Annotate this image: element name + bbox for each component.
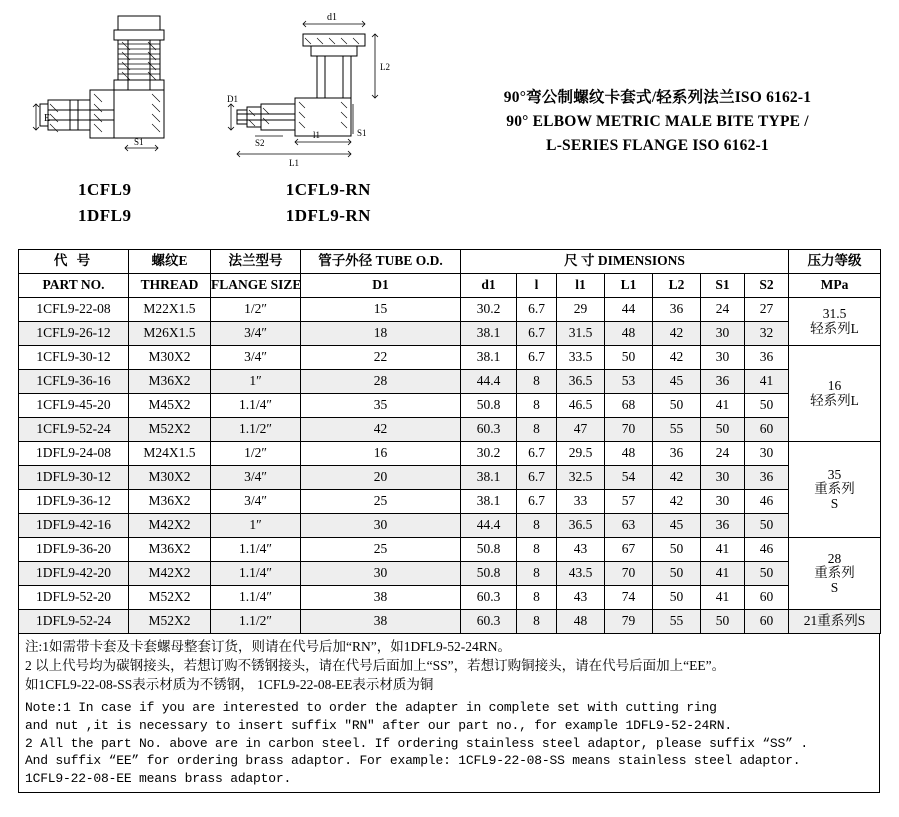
table-row	[19, 298, 881, 322]
thread-cell: M30X2	[129, 466, 211, 490]
S2-cell: 60	[745, 610, 789, 634]
tube-od-cell: 18	[301, 322, 461, 346]
S2-cell: 30	[745, 442, 789, 466]
part-no-cell: 1CFL9-52-24	[19, 418, 129, 442]
l-cell: 8	[517, 418, 557, 442]
l1-cell: 48	[557, 610, 605, 634]
l1-cell: 33.5	[557, 346, 605, 370]
d1-cell: 60.3	[461, 610, 517, 634]
th-l1: l1	[557, 274, 605, 298]
tube-od-cell: 28	[301, 370, 461, 394]
S1-cell: 30	[701, 490, 745, 514]
l-cell: 6.7	[517, 322, 557, 346]
flange-size-cell: 3/4″	[211, 466, 301, 490]
l1-cell: 47	[557, 418, 605, 442]
th-d1: d1	[461, 274, 517, 298]
L2-cell: 45	[653, 370, 701, 394]
thread-cell: M36X2	[129, 370, 211, 394]
d1-cell: 30.2	[461, 298, 517, 322]
thread-cell: M42X2	[129, 562, 211, 586]
part-no-cell: 1CFL9-22-08	[19, 298, 129, 322]
l-cell: 8	[517, 586, 557, 610]
note-en-line: 2 All the part No. above are in carbon steel. If ordering stainless steel adaptor, please suffix “SS” .	[25, 735, 808, 751]
S1-cell: 41	[701, 562, 745, 586]
th-pressure-cn: 压力等级	[789, 250, 881, 274]
L2-cell: 50	[653, 586, 701, 610]
L1-cell: 54	[605, 466, 653, 490]
title-line-en-2: L-SERIES FLANGE ISO 6162-1	[546, 137, 769, 155]
flange-size-cell: 1.1/2″	[211, 418, 301, 442]
L1-cell: 48	[605, 442, 653, 466]
flange-size-cell: 1.1/2″	[211, 610, 301, 634]
l1-cell: 43.5	[557, 562, 605, 586]
tube-od-cell: 38	[301, 586, 461, 610]
l-cell: 8	[517, 562, 557, 586]
L1-cell: 79	[605, 610, 653, 634]
table-row	[19, 322, 881, 346]
d1-cell: 44.4	[461, 370, 517, 394]
L2-cell: 55	[653, 610, 701, 634]
model-code-row	[30, 180, 430, 200]
table-body	[19, 298, 881, 634]
th-flange-size: FLANGE SIZE	[211, 274, 301, 298]
pressure-rating-cell: 16 轻系列L	[789, 346, 881, 442]
S2-cell: 46	[745, 538, 789, 562]
L2-cell: 50	[653, 562, 701, 586]
svg-text:S1: S1	[134, 137, 144, 147]
d1-cell: 38.1	[461, 490, 517, 514]
l1-cell: 43	[557, 586, 605, 610]
L1-cell: 68	[605, 394, 653, 418]
S2-cell: 50	[745, 562, 789, 586]
l1-cell: 32.5	[557, 466, 605, 490]
S2-cell: 32	[745, 322, 789, 346]
part-no-cell: 1DFL9-36-12	[19, 490, 129, 514]
S1-cell: 30	[701, 322, 745, 346]
L2-cell: 42	[653, 490, 701, 514]
S1-cell: 41	[701, 394, 745, 418]
flange-size-cell: 1/2″	[211, 298, 301, 322]
th-dimensions: 尺 寸 DIMENSIONS	[461, 250, 789, 274]
L1-cell: 63	[605, 514, 653, 538]
tube-od-cell: 15	[301, 298, 461, 322]
S1-cell: 36	[701, 514, 745, 538]
table-row	[19, 346, 881, 370]
thread-cell: M26X1.5	[129, 322, 211, 346]
table-row	[19, 610, 881, 634]
S2-cell: 60	[745, 586, 789, 610]
thread-cell: M52X2	[129, 586, 211, 610]
L1-cell: 44	[605, 298, 653, 322]
l1-cell: 33	[557, 490, 605, 514]
S2-cell: 50	[745, 514, 789, 538]
thread-cell: M45X2	[129, 394, 211, 418]
tube-od-cell: 30	[301, 562, 461, 586]
flange-size-cell: 3/4″	[211, 346, 301, 370]
flange-size-cell: 3/4″	[211, 490, 301, 514]
thread-cell: M30X2	[129, 346, 211, 370]
tube-od-cell: 35	[301, 394, 461, 418]
spec-table	[18, 249, 881, 634]
note-en-line: And suffix “EE” for ordering brass adaptor. For example: 1CFL9-22-08-SS means stainless steel adaptor.	[25, 753, 801, 769]
th-d: D1	[301, 274, 461, 298]
L1-cell: 53	[605, 370, 653, 394]
S1-cell: 24	[701, 442, 745, 466]
l-cell: 6.7	[517, 442, 557, 466]
d1-cell: 38.1	[461, 466, 517, 490]
svg-text:d1: d1	[327, 12, 337, 23]
L2-cell: 50	[653, 394, 701, 418]
tube-od-cell: 16	[301, 442, 461, 466]
table-header-row-2	[19, 274, 881, 298]
svg-text:E: E	[44, 113, 51, 124]
l-cell: 8	[517, 514, 557, 538]
table-row	[19, 490, 881, 514]
tube-od-cell: 25	[301, 490, 461, 514]
th-S2: S2	[745, 274, 789, 298]
d1-cell: 38.1	[461, 346, 517, 370]
model-code-1cfl9: 1CFL9	[78, 180, 132, 199]
L1-cell: 48	[605, 322, 653, 346]
l1-cell: 36.5	[557, 370, 605, 394]
part-no-cell: 1CFL9-36-16	[19, 370, 129, 394]
l1-cell: 29.5	[557, 442, 605, 466]
l-cell: 8	[517, 610, 557, 634]
note-cn-line: 注:1如需带卡套及卡套螺母整套订货，则请在代号后加“RN”，如1DFL9-52-24RN。	[25, 639, 511, 654]
spec-table-container	[18, 249, 880, 634]
th-S1: S1	[701, 274, 745, 298]
L1-cell: 67	[605, 538, 653, 562]
pressure-rating-cell: 35 重系列 S	[789, 442, 881, 538]
L1-cell: 57	[605, 490, 653, 514]
table-row	[19, 370, 881, 394]
d1-cell: 50.8	[461, 562, 517, 586]
th-L2: L2	[653, 274, 701, 298]
table-row	[19, 418, 881, 442]
l1-cell: 31.5	[557, 322, 605, 346]
table-row	[19, 562, 881, 586]
flange-size-cell: 1/2″	[211, 442, 301, 466]
part-no-cell: 1DFL9-52-24	[19, 610, 129, 634]
flange-size-cell: 1″	[211, 370, 301, 394]
tube-od-cell: 22	[301, 346, 461, 370]
l-cell: 6.7	[517, 298, 557, 322]
th-l: l	[517, 274, 557, 298]
notes-chinese	[25, 637, 873, 694]
note-en-line: and nut ,it is necessary to insert suffix ″RN″ after our part no., for example 1DFL9-52-24RN.	[25, 718, 732, 734]
part-no-cell: 1DFL9-42-20	[19, 562, 129, 586]
th-mpa: MPa	[789, 274, 881, 298]
flange-size-cell: 1.1/4″	[211, 586, 301, 610]
L2-cell: 36	[653, 442, 701, 466]
pressure-rating-cell: 31.5 轻系列L	[789, 298, 881, 346]
th-thread-cn: 螺纹E	[129, 250, 211, 274]
part-no-cell: 1DFL9-24-08	[19, 442, 129, 466]
d1-cell: 50.8	[461, 394, 517, 418]
svg-text:S2: S2	[255, 138, 265, 148]
L2-cell: 42	[653, 346, 701, 370]
flange-size-cell: 1″	[211, 514, 301, 538]
l1-cell: 46.5	[557, 394, 605, 418]
figure-elbow-1cfl9	[30, 8, 230, 168]
part-no-cell: 1DFL9-52-20	[19, 586, 129, 610]
model-code-1dfl9: 1DFL9	[78, 206, 132, 225]
flange-size-cell: 1.1/4″	[211, 394, 301, 418]
part-no-cell: 1CFL9-30-12	[19, 346, 129, 370]
model-code-1cfl9-rn: 1CFL9-RN	[285, 180, 371, 199]
L2-cell: 42	[653, 466, 701, 490]
table-row	[19, 394, 881, 418]
th-thread: THREAD	[129, 274, 211, 298]
S2-cell: 36	[745, 346, 789, 370]
table-row	[19, 442, 881, 466]
top-illustration-area	[0, 0, 899, 245]
d1-cell: 60.3	[461, 418, 517, 442]
svg-text:S1: S1	[357, 128, 367, 138]
table-row	[19, 466, 881, 490]
l-cell: 8	[517, 394, 557, 418]
pressure-rating-cell: 28 重系列 S	[789, 538, 881, 610]
l1-cell: 36.5	[557, 514, 605, 538]
tube-od-cell: 20	[301, 466, 461, 490]
S1-cell: 50	[701, 418, 745, 442]
L2-cell: 55	[653, 418, 701, 442]
tube-od-cell: 30	[301, 514, 461, 538]
note-cn-line: 如1CFL9-22-08-SS表示材质为不锈钢， 1CFL9-22-08-EE表示材质为铜	[25, 677, 434, 693]
l-cell: 6.7	[517, 490, 557, 514]
table-row	[19, 538, 881, 562]
d1-cell: 50.8	[461, 538, 517, 562]
S1-cell: 50	[701, 610, 745, 634]
th-tube-od-cn: 管子外径 TUBE O.D.	[301, 250, 461, 274]
tube-od-cell: 25	[301, 538, 461, 562]
S1-cell: 24	[701, 298, 745, 322]
product-title	[430, 86, 885, 158]
title-line-en-1: 90° ELBOW METRIC MALE BITE TYPE /	[506, 113, 809, 131]
L2-cell: 45	[653, 514, 701, 538]
svg-text:D1: D1	[227, 94, 238, 104]
thread-cell: M52X2	[129, 418, 211, 442]
thread-cell: M36X2	[129, 490, 211, 514]
S1-cell: 41	[701, 538, 745, 562]
part-no-cell: 1DFL9-30-12	[19, 466, 129, 490]
S1-cell: 30	[701, 346, 745, 370]
figure-elbow-1cfl9-rn	[225, 8, 415, 168]
L1-cell: 74	[605, 586, 653, 610]
flange-size-cell: 1.1/4″	[211, 562, 301, 586]
thread-cell: M22X1.5	[129, 298, 211, 322]
pressure-rating-cell: 21重系列S	[789, 610, 881, 634]
L2-cell: 50	[653, 538, 701, 562]
th-part-cn: 代 号	[19, 250, 129, 274]
S2-cell: 27	[745, 298, 789, 322]
note-en-line: 1CFL9-22-08-EE means brass adaptor.	[25, 770, 292, 786]
thread-cell: M52X2	[129, 610, 211, 634]
l-cell: 8	[517, 370, 557, 394]
svg-text:L1: L1	[289, 158, 299, 168]
tube-od-cell: 38	[301, 610, 461, 634]
L1-cell: 70	[605, 418, 653, 442]
part-no-cell: 1DFL9-36-20	[19, 538, 129, 562]
part-no-cell: 1CFL9-45-20	[19, 394, 129, 418]
S2-cell: 50	[745, 394, 789, 418]
flange-size-cell: 3/4″	[211, 322, 301, 346]
S1-cell: 30	[701, 466, 745, 490]
l1-cell: 43	[557, 538, 605, 562]
S2-cell: 41	[745, 370, 789, 394]
d1-cell: 60.3	[461, 586, 517, 610]
S2-cell: 46	[745, 490, 789, 514]
d1-cell: 30.2	[461, 442, 517, 466]
L2-cell: 42	[653, 322, 701, 346]
th-L1: L1	[605, 274, 653, 298]
model-code-row	[30, 206, 430, 226]
l-cell: 6.7	[517, 466, 557, 490]
L2-cell: 36	[653, 298, 701, 322]
th-flange-cn: 法兰型号	[211, 250, 301, 274]
title-line-cn: 90°弯公制螺纹卡套式/轻系列法兰ISO 6162-1	[503, 89, 812, 106]
l-cell: 8	[517, 538, 557, 562]
table-row	[19, 586, 881, 610]
th-part-no: PART NO.	[19, 274, 129, 298]
S2-cell: 60	[745, 418, 789, 442]
l1-cell: 29	[557, 298, 605, 322]
tube-od-cell: 42	[301, 418, 461, 442]
note-en-line: Note:1 In case if you are interested to order the adapter in complete set with cutting ring	[25, 700, 717, 716]
svg-text:L2: L2	[380, 62, 390, 72]
d1-cell: 38.1	[461, 322, 517, 346]
d1-cell: 44.4	[461, 514, 517, 538]
notes-block	[18, 633, 880, 793]
table-row	[19, 514, 881, 538]
flange-size-cell: 1.1/4″	[211, 538, 301, 562]
S2-cell: 36	[745, 466, 789, 490]
L1-cell: 70	[605, 562, 653, 586]
model-code-list	[30, 180, 430, 232]
part-no-cell: 1DFL9-42-16	[19, 514, 129, 538]
thread-cell: M36X2	[129, 538, 211, 562]
thread-cell: M42X2	[129, 514, 211, 538]
model-code-1dfl9-rn: 1DFL9-RN	[285, 206, 371, 225]
l-cell: 6.7	[517, 346, 557, 370]
note-cn-line: 2 以上代号均为碳钢接头，若想订购不锈钢接头，请在代号后面加上“SS”，若想订购铜接头，请在代号后面加上“EE”。	[25, 658, 726, 674]
L1-cell: 50	[605, 346, 653, 370]
notes-english	[25, 699, 873, 787]
S1-cell: 36	[701, 370, 745, 394]
thread-cell: M24X1.5	[129, 442, 211, 466]
table-header-row-1	[19, 250, 881, 274]
S1-cell: 41	[701, 586, 745, 610]
part-no-cell: 1CFL9-26-12	[19, 322, 129, 346]
svg-text:l1: l1	[313, 130, 321, 140]
